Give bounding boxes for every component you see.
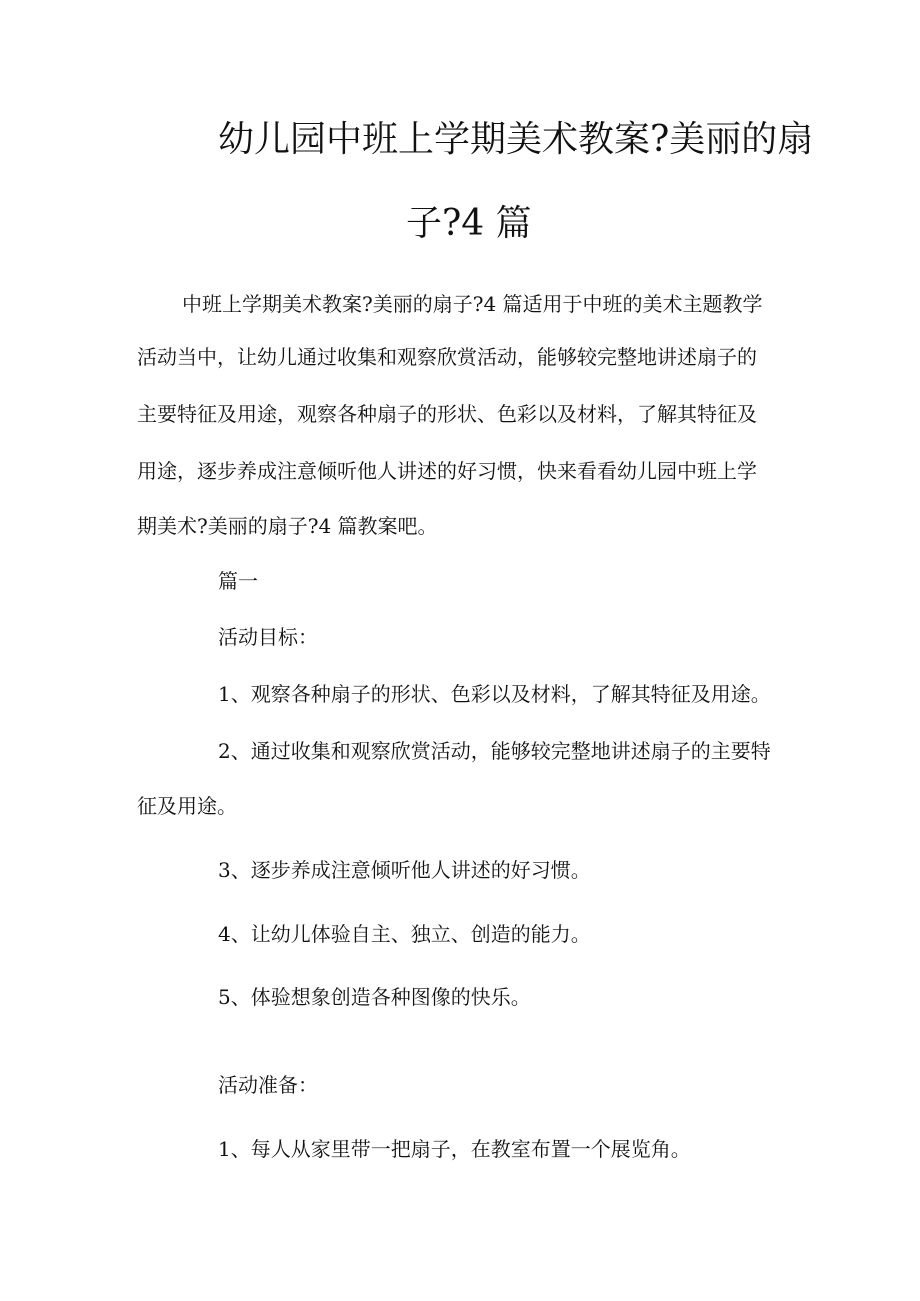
prep-item-1: 1、每人从家里带一把扇子，在教室布置一个展览角。: [218, 1137, 691, 1161]
document-title-line-1: 幼儿园中班上学期美术教案?美丽的扇: [218, 119, 814, 160]
goal-item-2: 2、通过收集和观察欣赏活动，能够较完整地讲述扇子的主要特: [218, 739, 771, 763]
prep-heading: 活动准备：: [218, 1073, 318, 1097]
goal-item-3: 3、逐步养成注意倾听他人讲述的好习惯。: [218, 858, 591, 882]
intro-line-4: 用途，逐步养成注意倾听他人讲述的好习惯，快来看看幼儿园中班上学: [137, 459, 757, 483]
intro-line-5: 期美术?美丽的扇子?4 篇教案吧。: [137, 514, 438, 538]
goal-item-5: 5、体验想象创造各种图像的快乐。: [218, 985, 531, 1009]
goal-item-2-continued: 征及用途。: [137, 794, 237, 818]
section-heading: 篇一: [218, 569, 258, 593]
intro-line-1: 中班上学期美术教案?美丽的扇子?4 篇适用于中班的美术主题教学: [182, 292, 763, 316]
goal-item-4: 4、让幼儿体验自主、独立、创造的能力。: [218, 922, 591, 946]
intro-line-2: 活动当中，让幼儿通过收集和观察欣赏活动，能够较完整地讲述扇子的: [137, 345, 757, 369]
goals-heading: 活动目标：: [218, 625, 318, 649]
goal-item-1: 1、观察各种扇子的形状、色彩以及材料，了解其特征及用途。: [218, 682, 771, 706]
intro-line-3: 主要特征及用途，观察各种扇子的形状、色彩以及材料，了解其特征及: [137, 402, 757, 426]
document-title-line-2: 子?4 篇: [406, 203, 532, 244]
